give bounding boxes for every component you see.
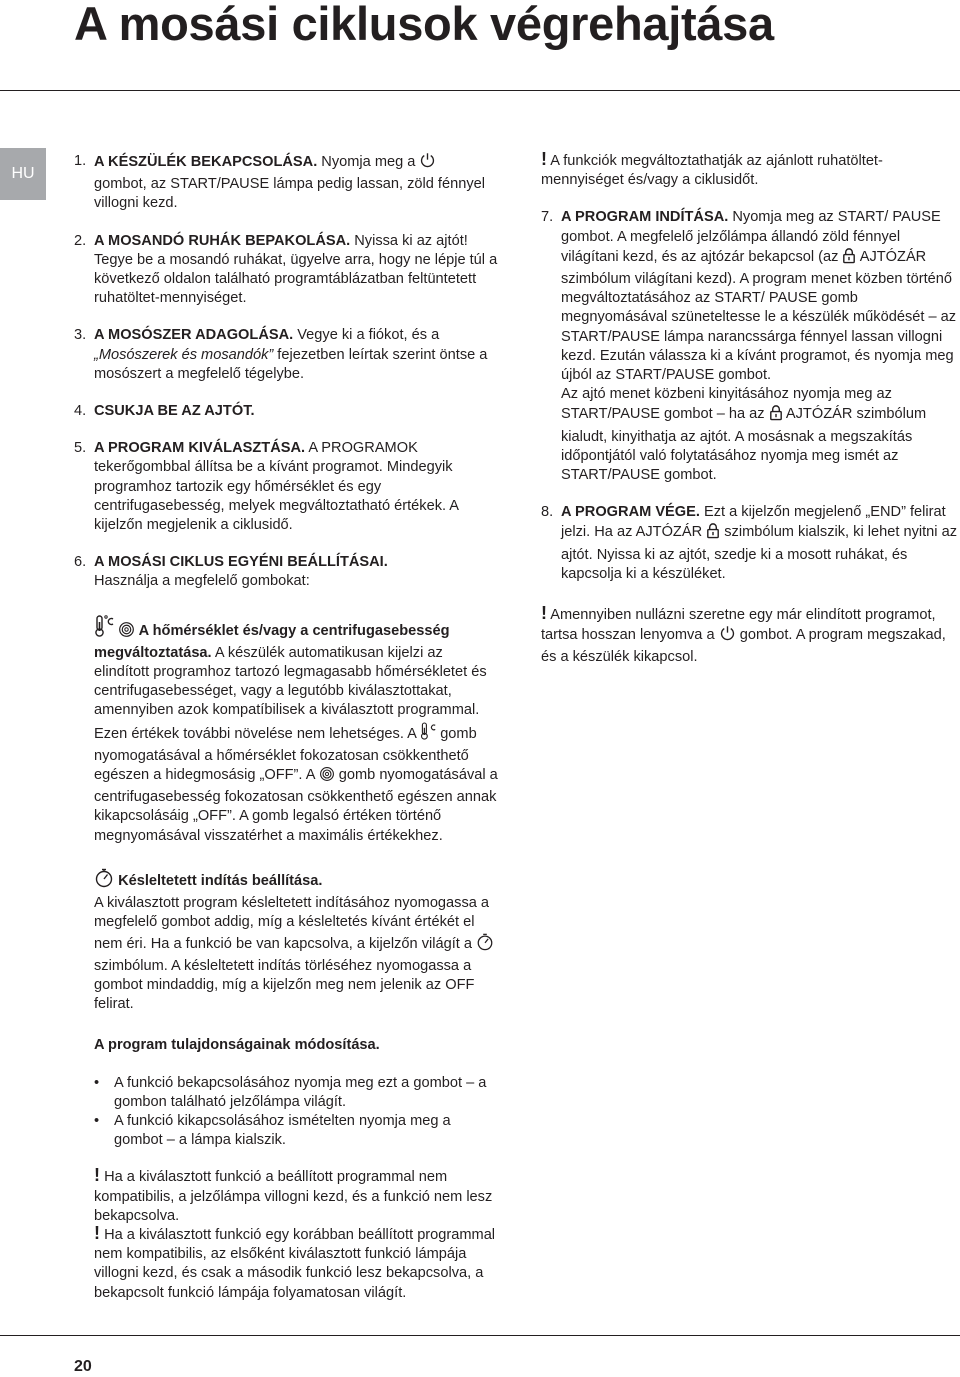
language-tab: HU [0, 148, 46, 200]
spin-icon [319, 766, 335, 788]
padlock-icon [769, 404, 783, 427]
spin-icon [118, 621, 135, 644]
power-icon [419, 152, 436, 175]
exclamation-mark: ! [541, 603, 547, 624]
exclamation-mark: ! [94, 1222, 100, 1243]
bullet-mark: • [94, 1112, 100, 1129]
step-number: 6. [74, 554, 87, 571]
step-number: 7. [541, 209, 554, 226]
modify-heading: A program tulajdonságainak módosítása. [94, 1037, 380, 1054]
step-heading: A PROGRAM VÉGE. [561, 504, 700, 521]
list-item [74, 1112, 500, 1150]
warning-note [74, 1222, 500, 1303]
step-text: Az ajtó menet közbeni kinyitásához nyomja meg az START/PAUSE gombot – ha az [561, 386, 892, 423]
step-1 [74, 152, 500, 214]
step-heading: CSUKJA BE AZ AJTÓT. [94, 403, 255, 420]
step-text: szimbólum kialszik, ki lehet nyitni az ajtót. Nyissa ki az ajtót, szedje ki a mosott ruhákat, és kapcsolja ki a készüléket. [561, 524, 957, 582]
temp-spin-section [74, 614, 500, 846]
step-heading: A PROGRAM KIVÁLASZTÁSA. [94, 440, 306, 457]
timer-icon [94, 868, 114, 894]
step-text: AJTÓZÁR szimbólum világítani kezd). A program menet közben történő megváltoztatásához az START/ PAUSE gomb megnyomásával szüneteltesse le a készülék működését – az START/PAUSE lámpa narancssárga fénnyel lassan villogni kezd. Ezután válassza ki a kívánt programot, és nyomja meg újból az START/PAUSE gombot. [561, 248, 957, 384]
warning-text: Ha a kiválasztott funkció egy korábban beállított programmal nem kompatibilis, az elsőként kiválasztott funkció lámpája villogni kezd, és csak a második funkció lesz bekapcsolva, a bekapcsolt funkció lámpája folyamatosan világít. [94, 1226, 496, 1301]
thermometer-icon [420, 721, 436, 747]
bullet-text: A funkció bekapcsolásához nyomja meg ezt a gombot – a gombon található jelzőlámpa világít. [114, 1074, 487, 1110]
timer-icon [476, 933, 494, 957]
footer-rule [0, 1335, 960, 1336]
delay-section [74, 868, 500, 1014]
bullet-text: A funkció kikapcsolásához ismételten nyomja meg a gombot – a lámpa kialszik. [114, 1112, 451, 1149]
temp-spin-heading: A hőmérséklet és/vagy a centrifugasebesség megváltoztatása. [94, 622, 450, 661]
step-number: 1. [74, 153, 87, 169]
step-text: Nyissa ki az ajtót! Tegye be a mosandó ruhákat, ügyelve arra, hogy ne lépje túl a következő oldalon található programtáblázatban feltüntetett ruhatöltet-mennyiséget. [94, 232, 498, 307]
page-title: A mosási ciklusok végrehajtása [74, 0, 774, 50]
step-text: AJTÓZÁR szimbólum kialudt, kinyithatja az ajtót. A mosásnak a megszakítás időpontjától való folytatásához nyomja meg ismét az START/PAUSE gombot. [561, 406, 927, 484]
power-icon [719, 625, 736, 648]
warning-note [74, 1165, 500, 1226]
step-text: Ezt a kijelzőn megjelenő „END” felirat jelzi. Ha az AJTÓZÁR [561, 504, 946, 541]
note-text: A funkciók megváltoztathatják az ajánlott ruhatöltet-mennyiséget és/vagy a ciklusidőt. [541, 153, 883, 189]
step-number: 5. [74, 440, 87, 457]
step-text: A PROGRAMOK tekerőgombbal állítsa be a kívánt programot. Mindegyik programhoz tartozik egy hőmérséklet és egy centrifugasebesség, melyek megváltoztatható értékek. A kijelzőn megjelenik a ciklusidő. [94, 440, 459, 534]
step-heading: A MOSÓSZER ADAGOLÁSA. [94, 327, 294, 344]
step-text: Használja a megfelelő gombokat: [94, 573, 310, 590]
step-text: Nyomja meg az START/ PAUSE gombot. A megfelelő jelzőlámpa állandó zöld fénnyel világítani kezd, és az ajtózár bekapcsol (az [561, 209, 941, 265]
step-text: Nyomja meg a [317, 154, 420, 170]
step-number: 3. [74, 327, 87, 344]
step-heading: A PROGRAM INDÍTÁSA. [561, 209, 729, 226]
chapter-reference: „Mosószerek és mosandók” [94, 346, 274, 363]
step-text: gombot, az START/PAUSE lámpa pedig lassan, zöld fénnyel villogni kezd. [94, 176, 485, 212]
exclamation-mark: ! [541, 149, 547, 169]
note-text: gombot. A program megszakad, és a készülék kikapcsol. [541, 627, 946, 666]
step-8 [541, 503, 960, 584]
step-number: 2. [74, 232, 87, 249]
step-number: 4. [74, 403, 87, 420]
temp-spin-text: gomb nyomogatásával a centrifugasebesség fokozatosan csökkenthető egészen annak kikapcsolásáig „OFF”. A gomb legalsó értéken történő megnyomásával visszatérhet a maximális értékekhez. [94, 767, 498, 844]
note-text: Amennyiben nullázni szeretne egy már elindított programot, tartsa hosszan lenyomva a [541, 607, 936, 644]
padlock-icon [842, 247, 856, 270]
padlock-icon [706, 522, 720, 545]
temp-spin-text: A készülék automatikusan kijelzi az elindított programhoz tartozó legmagasabb hőmérsékletet és centrifugasebességet, vagy a legutóbb kiválasztottakat, amennyiben azok kompatíbilisek a kiválasztott programmal. Ezen értékek további növelése nem lehetséges. A [94, 644, 487, 742]
step-5 [74, 439, 500, 535]
step-7 [541, 208, 960, 485]
left-column [74, 152, 500, 1303]
page-number: 20 [74, 1358, 92, 1375]
step-3 [74, 326, 500, 384]
step-text: fejezetben leírtak szerint öntse a mosószert a megfelelő tégelybe. [94, 346, 488, 382]
right-column [541, 149, 960, 668]
step-number: 8. [541, 504, 554, 521]
step-4 [74, 402, 500, 421]
step-6 [74, 553, 500, 591]
step-heading: A MOSANDÓ RUHÁK BEPAKOLÁSA. [94, 232, 351, 249]
exclamation-mark: ! [94, 1165, 100, 1186]
delay-text: szimbólum. A késleltetett indítás törléséhez nyomogassa a gombot mindaddig, míg a kijelzőn meg nem jelenik az OFF felirat. [94, 957, 475, 1013]
thermometer-icon [94, 614, 114, 644]
step-heading: A MOSÁSI CIKLUS EGYÉNI BEÁLLÍTÁSAI. [94, 554, 388, 571]
header-rule [0, 90, 960, 91]
modify-section [74, 1036, 500, 1055]
warning-text: Ha a kiválasztott funkció a beállított programmal nem kompatibilis, a jelzőlámpa villogni kezd, és a funkció nem lesz bekapcsolva. [94, 1169, 493, 1224]
step-heading: A KÉSZÜLÉK BEKAPCSOLÁSA. [94, 154, 318, 170]
step-text: Vegye ki a fiókot, és a [293, 327, 440, 344]
temp-spin-text: gomb nyomogatásával a hőmérséklet fokozatosan csökkenthető egészen a hidegmosásig „OFF”. A [94, 725, 477, 784]
step-2 [74, 232, 500, 309]
bullet-mark: • [94, 1074, 100, 1091]
list-item [74, 1074, 500, 1112]
delay-text: A kiválasztott program késleltetett indításához nyomogassa a megfelelő gombot addig, míg a késleltetés kívánt értékét el nem éri. Ha a funkció be van kapcsolva, a kijelzőn világít a [94, 895, 490, 952]
delay-heading: Késleltetett indítás beállítása. [118, 872, 323, 889]
note-reset [541, 603, 960, 668]
note-functions [541, 149, 960, 190]
